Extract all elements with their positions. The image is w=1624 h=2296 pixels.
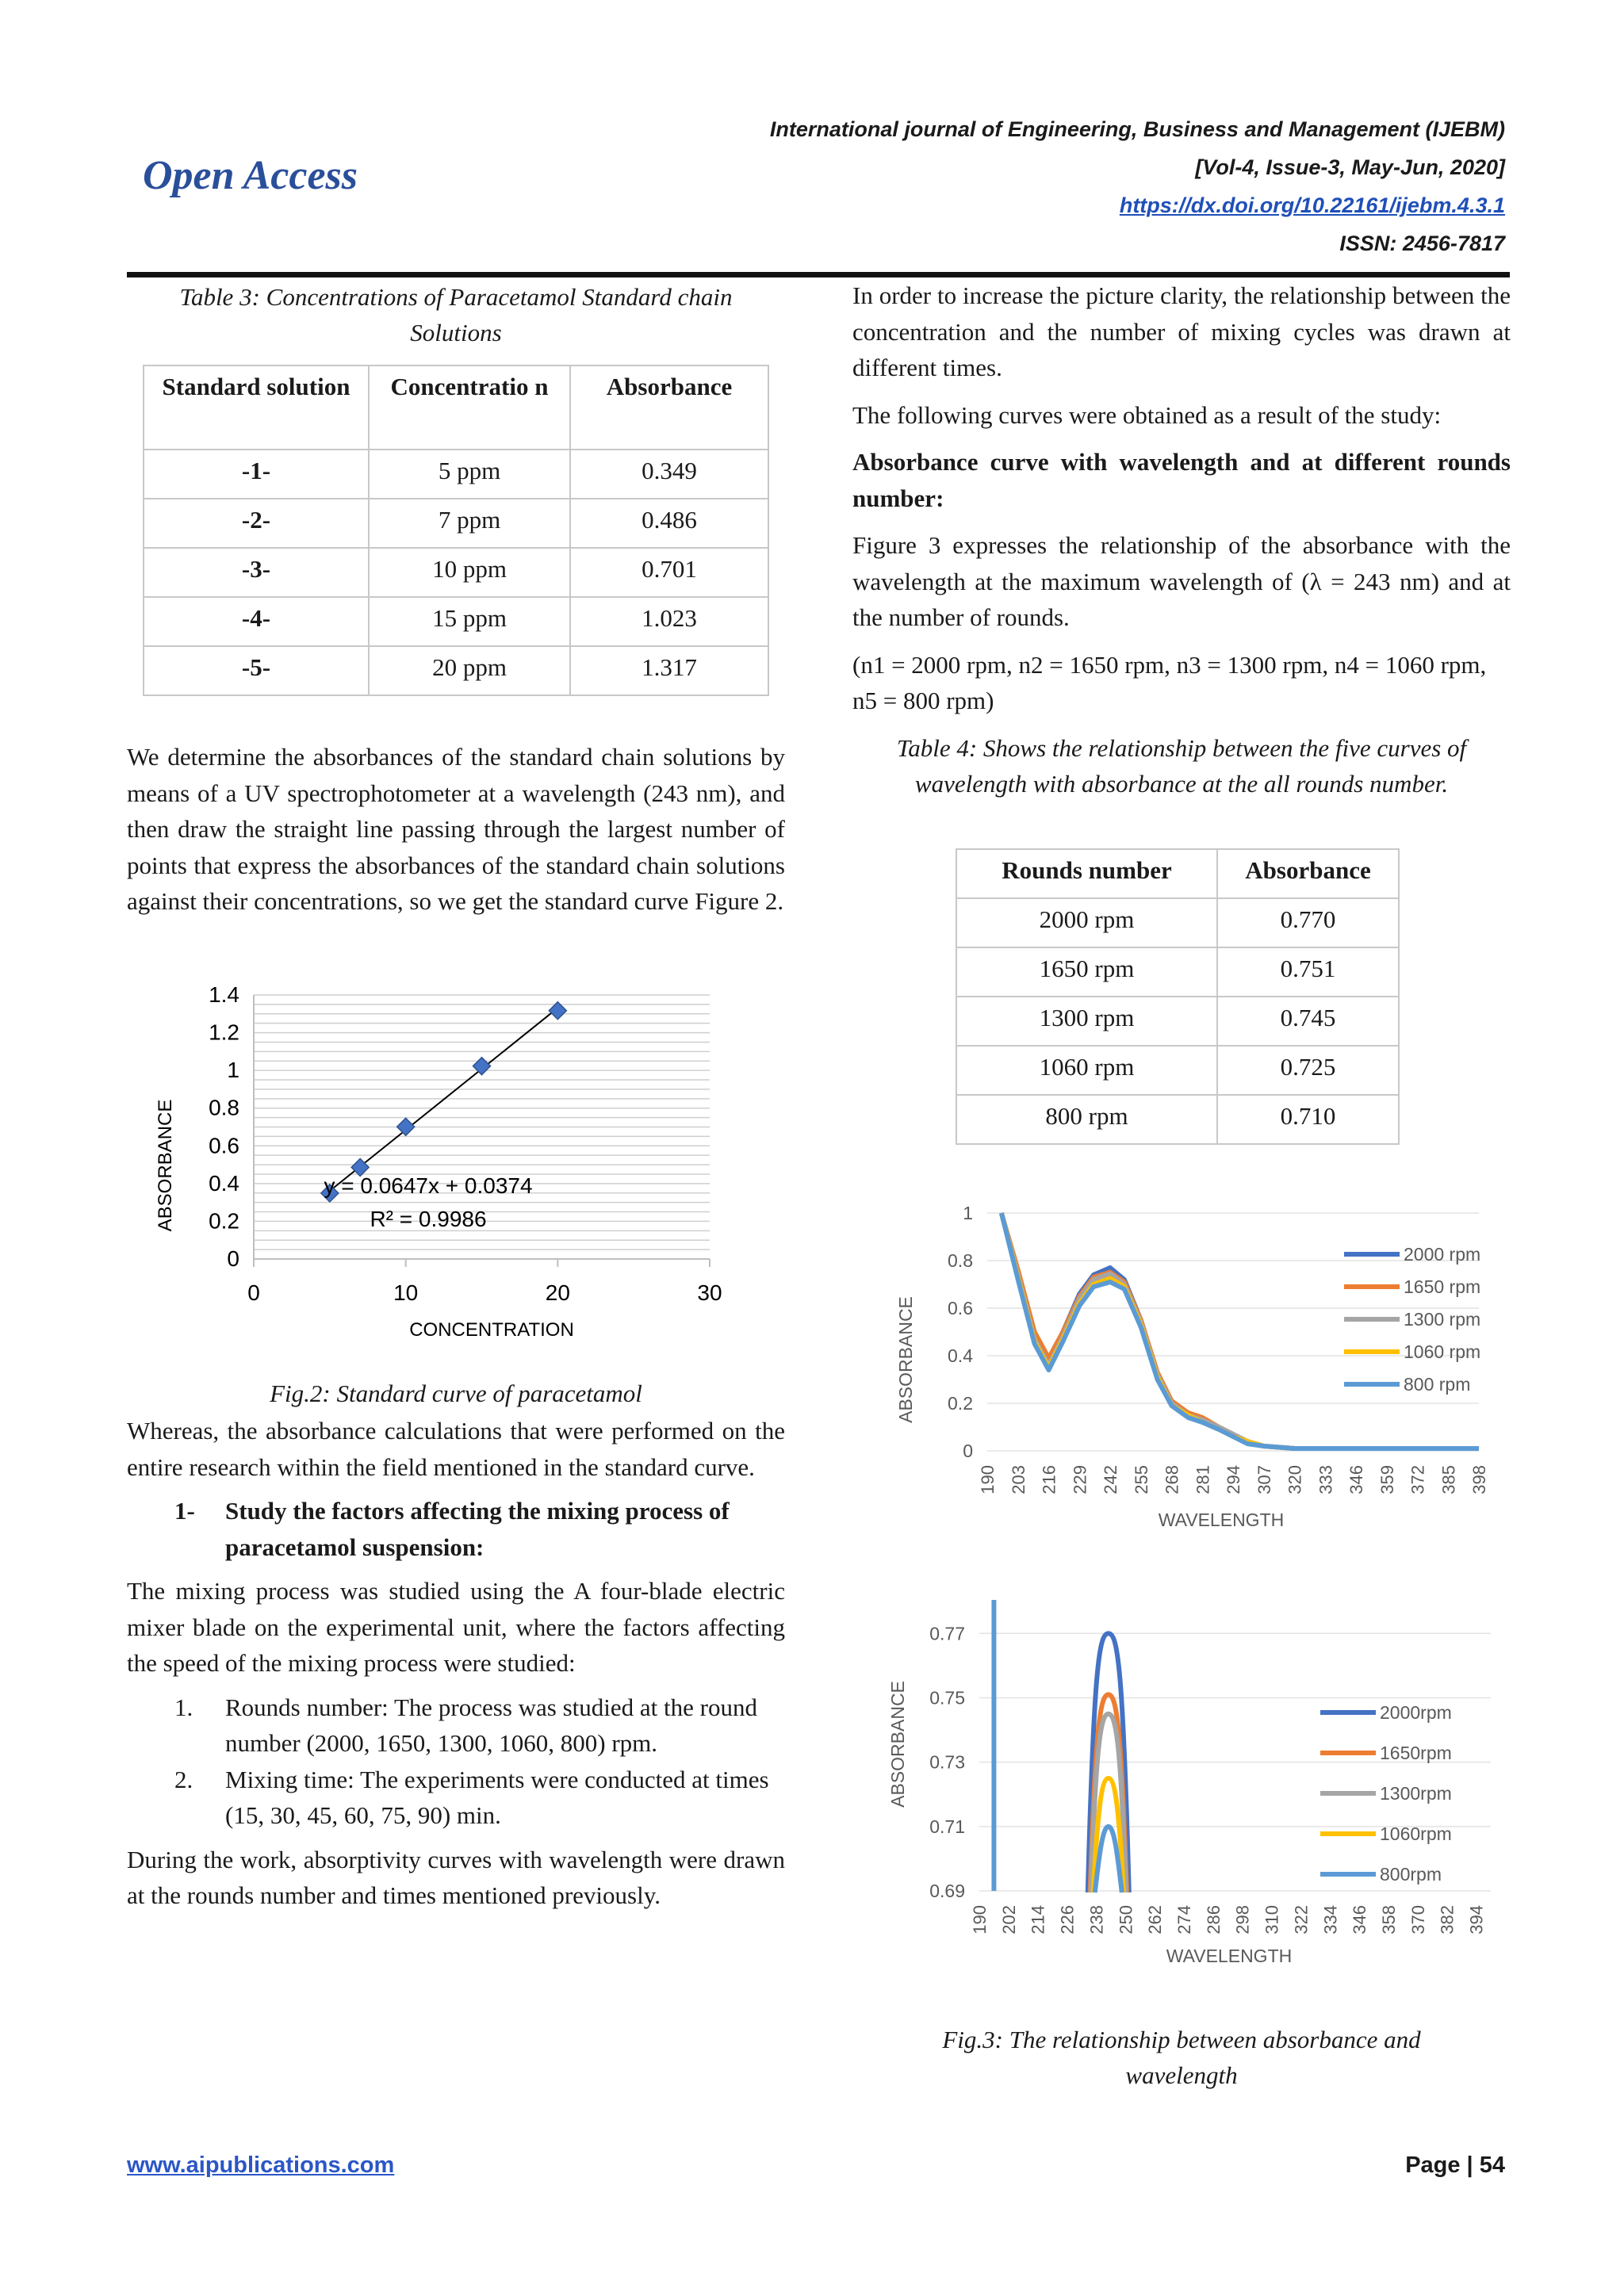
data-point xyxy=(397,1118,415,1135)
list-item xyxy=(127,1762,785,1834)
table-cell: 0.710 xyxy=(1217,1095,1399,1144)
x-tick-label: 0 xyxy=(247,1280,260,1305)
table-cell: 0.745 xyxy=(1217,997,1399,1046)
table-cell: -1- xyxy=(144,450,369,499)
y-tick-label: 0.2 xyxy=(209,1208,239,1234)
paragraph: We determine the absorbances of the standard chain solutions by means of a UV spectrophotometer at a wavelength (243 nm), and then draw the straight line passing through the largest number of points that express the absorbances of the standard chain solutions against their concentrations, so we get the standard curve Figure 2. xyxy=(127,743,785,915)
x-tick-label: 334 xyxy=(1320,1905,1341,1934)
y-tick-label: 0.71 xyxy=(929,1816,965,1837)
section-title: Study the factors affecting the mixing process of paracetamol suspension: xyxy=(225,1497,730,1561)
table4 xyxy=(956,848,1400,1145)
x-tick-label: 346 xyxy=(1346,1465,1366,1494)
x-tick-label: 359 xyxy=(1377,1465,1397,1494)
table4-header: Rounds number xyxy=(956,849,1217,898)
y-tick-label: 0.4 xyxy=(948,1345,973,1366)
table-cell: -4- xyxy=(144,597,369,646)
x-tick-label: 310 xyxy=(1262,1905,1282,1934)
x-tick-label: 242 xyxy=(1101,1465,1120,1494)
y-tick-label: 0 xyxy=(963,1441,973,1461)
page-number: Page | 54 xyxy=(1405,2152,1505,2178)
table3-caption-line1: Table 3: Concentrations of Paracetamol Standard chain xyxy=(179,283,733,311)
list-number: 1. xyxy=(174,1693,193,1721)
table-cell: 1.023 xyxy=(570,597,768,646)
y-tick-label: 0.8 xyxy=(948,1250,973,1271)
legend-label: 2000rpm xyxy=(1380,1702,1452,1723)
table-cell: 7 ppm xyxy=(369,499,570,548)
fig3-caption xyxy=(852,2022,1511,2093)
fig3-caption-line2: wavelength xyxy=(1125,2061,1238,2089)
y-tick-label: 0.77 xyxy=(929,1623,965,1644)
y-tick-label: 0.8 xyxy=(209,1095,239,1120)
x-tick-label: 372 xyxy=(1408,1465,1428,1494)
legend-label: 1060rpm xyxy=(1380,1823,1452,1844)
publisher-website-link[interactable]: www.aipublications.com xyxy=(127,2152,395,2178)
table-row xyxy=(144,548,768,597)
x-tick-label: 214 xyxy=(1028,1905,1048,1934)
paragraph: Figure 3 expresses the relationship of the absorbance with the wavelength at the maximum wavelength of (λ = 243 nm) and at the number of rounds. xyxy=(852,531,1511,631)
x-tick-label: 281 xyxy=(1193,1465,1213,1494)
table-cell: 1300 rpm xyxy=(956,997,1217,1046)
x-tick-label: 10 xyxy=(393,1280,419,1305)
y-tick-label: 0.75 xyxy=(929,1687,965,1709)
table3-caption-line2: Solutions xyxy=(410,319,502,346)
paragraph: The following curves were obtained as a result of the study: xyxy=(852,400,1442,429)
x-tick-label: 262 xyxy=(1145,1905,1166,1934)
list-text: Rounds number: The process was studied at the round number (2000, 1650, 1300, 1060, 800) rpm. xyxy=(225,1693,757,1757)
x-tick-label: 203 xyxy=(1008,1465,1028,1494)
list-text: Mixing time: The experiments were conducted at times (15, 30, 45, 60, 75, 90) min. xyxy=(225,1765,769,1829)
table-cell: -2- xyxy=(144,499,369,548)
legend-label: 800 rpm xyxy=(1404,1374,1471,1395)
y-tick-label: 0.2 xyxy=(948,1393,973,1414)
x-tick-label: 298 xyxy=(1232,1905,1253,1934)
table-cell: 15 ppm xyxy=(369,597,570,646)
y-tick-label: 1.4 xyxy=(209,982,239,1007)
table-cell: 0.349 xyxy=(570,450,768,499)
x-tick-label: 274 xyxy=(1174,1905,1194,1934)
y-tick-label: 0.6 xyxy=(948,1298,973,1318)
table-row xyxy=(956,1095,1399,1144)
doi-link[interactable]: https://dx.doi.org/10.22161/ijebm.4.3.1 xyxy=(1119,193,1505,217)
x-tick-label: 250 xyxy=(1116,1905,1136,1934)
paragraph: Whereas, the absorbance calculations that were performed on the entire research within the field mentioned in the standard curve. xyxy=(127,1417,785,1481)
paragraph: (n1 = 2000 rpm, n2 = 1650 rpm, n3 = 1300 rpm, n4 = 1060 rpm, n5 = 800 rpm) xyxy=(852,650,1487,714)
y-tick-label: 0.73 xyxy=(929,1751,965,1773)
fig2-r-squared: R² = 0.9986 xyxy=(370,1207,487,1231)
legend-label: 1060 rpm xyxy=(1404,1341,1481,1362)
x-tick-label: 385 xyxy=(1438,1465,1459,1494)
table-cell: 1060 rpm xyxy=(956,1046,1217,1095)
list-number: 2. xyxy=(174,1765,193,1793)
x-tick-label: 398 xyxy=(1469,1465,1489,1494)
fig3a-y-label: ABSORBANCE xyxy=(895,1296,916,1423)
table3-caption xyxy=(127,279,785,350)
data-point xyxy=(473,1058,491,1075)
table-cell: -5- xyxy=(144,646,369,695)
x-tick-label: 333 xyxy=(1316,1465,1336,1494)
y-tick-label: 1 xyxy=(227,1058,239,1083)
table3 xyxy=(143,365,769,696)
fig3b-axes xyxy=(929,1623,1491,1934)
fig3-peak-zoom-chart xyxy=(880,1586,1507,1982)
journal-title: International journal of Engineering, Business and Management (IJEBM) xyxy=(769,117,1505,141)
table-cell: 10 ppm xyxy=(369,548,570,597)
x-tick-label: 190 xyxy=(970,1905,990,1934)
x-tick-label: 30 xyxy=(697,1280,722,1305)
x-tick-label: 294 xyxy=(1224,1465,1243,1494)
fig2-points xyxy=(321,1002,567,1202)
y-tick-label: 1 xyxy=(963,1203,973,1223)
table-cell: 0.486 xyxy=(570,499,768,548)
x-tick-label: 255 xyxy=(1131,1465,1151,1494)
list-item xyxy=(127,1689,785,1762)
y-tick-label: 0.69 xyxy=(929,1881,965,1901)
paragraph: The mixing process was studied using the A four-blade electric mixer blade on the experimental unit, where the factors affecting the speed of the mixing process were studied: xyxy=(127,1577,785,1677)
y-tick-label: 1.2 xyxy=(209,1020,239,1045)
legend-label: 1650 rpm xyxy=(1404,1276,1481,1297)
table-cell: 1.317 xyxy=(570,646,768,695)
legend-label: 1300 rpm xyxy=(1404,1309,1481,1330)
table-cell: 0.701 xyxy=(570,548,768,597)
paragraph: In order to increase the picture clarity, the relationship between the concentration and the number of mixing cycles was drawn at different times. xyxy=(852,281,1511,381)
table-row xyxy=(144,499,768,548)
table-cell: -3- xyxy=(144,548,369,597)
fig2-y-label: ABSORBANCE xyxy=(155,1099,176,1232)
table-row xyxy=(144,646,768,695)
fig2-ticks xyxy=(209,982,722,1305)
legend-label: 1650rpm xyxy=(1380,1743,1452,1763)
x-tick-label: 394 xyxy=(1466,1905,1487,1934)
fig3-caption-line1: Fig.3: The relationship between absorbance and xyxy=(942,2026,1421,2053)
section-number: 1- xyxy=(174,1497,195,1525)
x-tick-label: 307 xyxy=(1254,1465,1274,1494)
fig3b-lines xyxy=(994,1600,1128,1892)
table-cell: 2000 rpm xyxy=(956,898,1217,947)
fig2-standard-curve-chart xyxy=(143,971,745,1352)
table-cell: 0.770 xyxy=(1217,898,1399,947)
fig3a-legend xyxy=(1344,1244,1480,1395)
table-cell: 0.725 xyxy=(1217,1046,1399,1095)
table-row xyxy=(144,597,768,646)
journal-volume: [Vol-4, Issue-3, May-Jun, 2020] xyxy=(1195,155,1505,179)
fig3b-legend xyxy=(1320,1702,1452,1885)
x-tick-label: 216 xyxy=(1039,1465,1059,1494)
fig3-full-spectrum-chart xyxy=(888,1189,1499,1554)
legend-label: 2000 rpm xyxy=(1404,1244,1481,1265)
table-row xyxy=(956,997,1399,1046)
right-body xyxy=(852,277,1511,802)
table-cell: 20 ppm xyxy=(369,646,570,695)
fig2-caption: Fig.2: Standard curve of paracetamol xyxy=(270,1380,642,1407)
x-tick-label: 320 xyxy=(1285,1465,1305,1494)
x-tick-label: 190 xyxy=(978,1465,998,1494)
left-para1 xyxy=(127,739,785,920)
x-tick-label: 238 xyxy=(1086,1905,1107,1934)
table-row xyxy=(956,898,1399,947)
open-access-logo: Open Access xyxy=(143,153,358,198)
y-tick-label: 0.4 xyxy=(209,1170,239,1196)
x-tick-label: 286 xyxy=(1203,1905,1224,1934)
table-row xyxy=(956,947,1399,997)
x-tick-label: 346 xyxy=(1350,1905,1370,1934)
left-body xyxy=(127,1413,785,1914)
legend-label: 1300rpm xyxy=(1380,1783,1452,1804)
x-tick-label: 229 xyxy=(1070,1465,1090,1494)
section-heading: Absorbance curve with wavelength and at different rounds number: xyxy=(852,448,1511,512)
table-row xyxy=(956,1046,1399,1095)
header-rule xyxy=(127,272,1510,277)
section-heading xyxy=(127,1493,785,1565)
fig2-x-label: CONCENTRATION xyxy=(409,1319,574,1341)
table-cell: 800 rpm xyxy=(956,1095,1217,1144)
x-tick-label: 268 xyxy=(1162,1465,1182,1494)
x-tick-label: 382 xyxy=(1437,1905,1457,1934)
y-tick-label: 0.6 xyxy=(209,1133,239,1158)
fig3a-x-label: WAVELENGTH xyxy=(1158,1510,1285,1530)
table-cell: 1650 rpm xyxy=(956,947,1217,997)
fig3b-y-label: ABSORBANCE xyxy=(887,1681,908,1808)
x-tick-label: 226 xyxy=(1057,1905,1078,1934)
x-tick-label: 358 xyxy=(1379,1905,1399,1934)
table3-header: Standard solution xyxy=(144,365,369,450)
table-row xyxy=(144,450,768,499)
table-cell: 0.751 xyxy=(1217,947,1399,997)
x-tick-label: 370 xyxy=(1408,1905,1428,1934)
x-tick-label: 202 xyxy=(998,1905,1019,1934)
table3-header: Concentratio n xyxy=(369,365,570,450)
fig3b-x-label: WAVELENGTH xyxy=(1166,1946,1293,1966)
fig2-equation: y = 0.0647x + 0.0374 xyxy=(324,1173,533,1198)
table4-header: Absorbance xyxy=(1217,849,1399,898)
x-tick-label: 20 xyxy=(545,1280,570,1305)
table-cell: 5 ppm xyxy=(369,450,570,499)
legend-label: 800rpm xyxy=(1380,1864,1442,1885)
y-tick-label: 0 xyxy=(227,1246,239,1271)
x-tick-label: 322 xyxy=(1291,1905,1312,1934)
table3-header: Absorbance xyxy=(570,365,768,450)
issn: ISSN: 2456-7817 xyxy=(1339,232,1505,255)
table4-caption: Table 4: Shows the relationship between the five curves of wavelength with absorbance at the all rounds number. xyxy=(896,733,1467,798)
paragraph: During the work, absorptivity curves with wavelength were drawn at the rounds number and times mentioned previously. xyxy=(127,1845,785,1909)
